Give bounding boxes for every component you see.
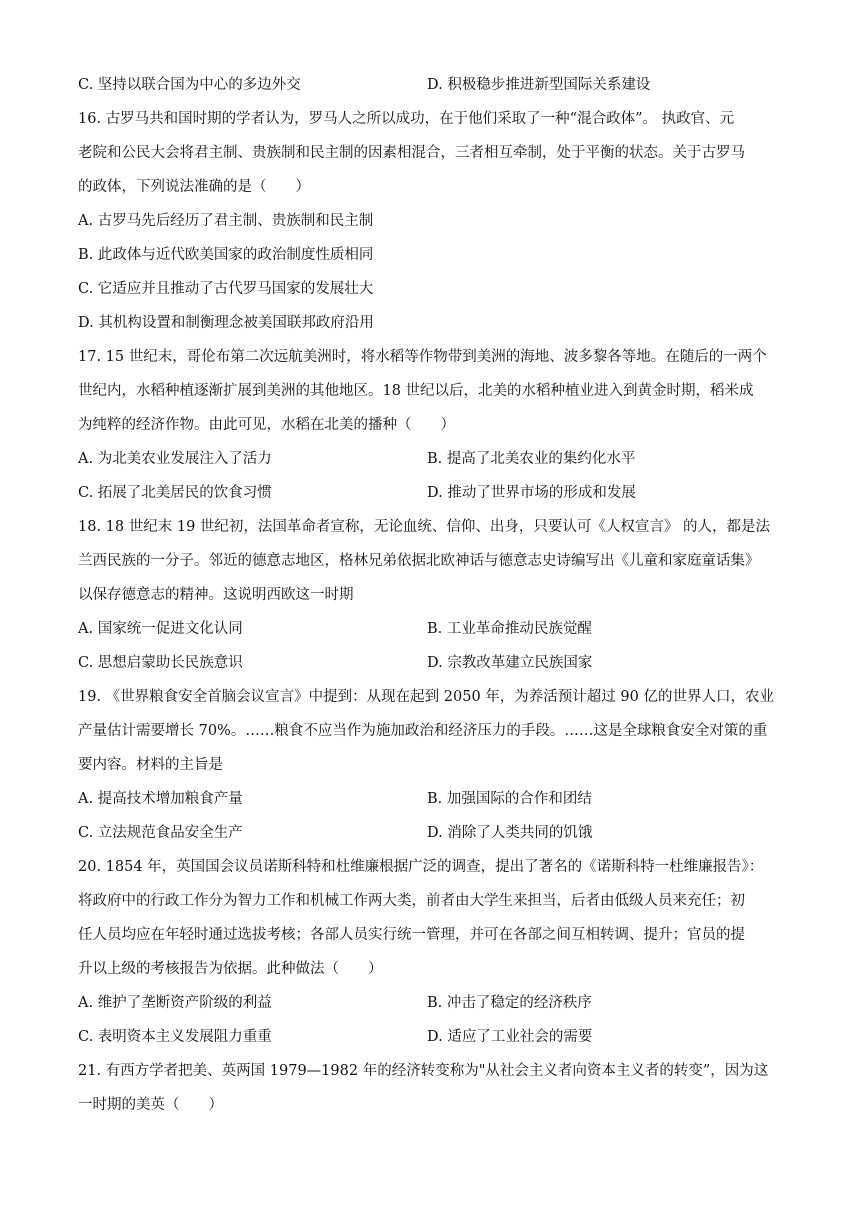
option-a: A. 国家统一促进文化认同	[78, 621, 243, 637]
option-c: C. 拓展了北美居民的饮食习惯	[78, 485, 272, 501]
option-b: B. 工业革命推动民族觉醒	[427, 621, 592, 637]
option-a: A. 为北美农业发展注入了活力	[78, 451, 272, 467]
options-row	[78, 442, 782, 476]
question-stem-line: 17. 15 世纪末，哥伦布第二次远航美洲时，将水稻等作物带到美洲的海地、波多黎各等地。在随后的一两个	[78, 349, 767, 365]
question-stem-line: 的政体，下列说法准确的是（ ）	[78, 179, 310, 195]
option-c: C. 它适应并且推动了古代罗马国家的发展壮大	[78, 281, 374, 297]
option-d: D. 积极稳步推进新型国际关系建设	[427, 77, 651, 93]
question-17	[78, 340, 782, 510]
question-stem-line: 兰西民族的一分子。邻近的德意志地区，格林兄弟依据北欧神话与德意志史诗编写出《儿童和家庭童话集》	[78, 553, 760, 569]
question-21	[78, 1054, 782, 1122]
question-stem-line: 一时期的美英（ ）	[78, 1097, 223, 1113]
options-row	[78, 476, 782, 510]
option-a: A. 提高技术增加粮食产量	[78, 791, 243, 807]
question-stem-line: 21. 有西方学者把美、英两国 1979—1982 年的经济转变称为"从社会主义者向资本主义者的转变”，因为这	[78, 1063, 769, 1079]
options-row	[78, 612, 782, 646]
option-a: A. 古罗马先后经历了君主制、贵族制和民主制	[78, 213, 374, 229]
option-c: C. 立法规范食品安全生产	[78, 825, 243, 841]
option-d: D. 消除了人类共同的饥饿	[427, 825, 593, 841]
question-stem-line: 产量估计需要增长 70%。……粮食不应当作为施加政治和经济压力的手段。……这是全球粮食安全对策的重	[78, 723, 768, 739]
exam-page	[78, 68, 782, 1122]
options-row	[78, 986, 782, 1020]
option-d: D. 其机构设置和制衡理念被美国联邦政府沿用	[78, 315, 374, 331]
question-19	[78, 680, 782, 850]
question-stem-line: 将政府中的行政工作分为智力工作和机械工作两大类，前者由大学生来担当，后者由低级人员来充任；初	[78, 893, 745, 909]
options-row	[78, 1020, 782, 1054]
question-stem-line: 世纪内，水稻种植逐渐扩展到美洲的其他地区。18 世纪以后，北美的水稻种植业进入到黄金时期，稻米成	[78, 383, 754, 399]
options-row	[78, 646, 782, 680]
question-18	[78, 510, 782, 680]
option-a: A. 维护了垄断资产阶级的利益	[78, 995, 272, 1011]
option-d: D. 适应了工业社会的需要	[427, 1029, 593, 1045]
option-d: D. 推动了世界市场的形成和发展	[427, 485, 636, 501]
question-stem-line: 老院和公民大会将君主制、贵族制和民主制的因素相混合，三者相互牵制，处于平衡的状态。关于古罗马	[78, 145, 745, 161]
option-b: B. 提高了北美农业的集约化水平	[427, 451, 636, 467]
option-b: B. 冲击了稳定的经济秩序	[427, 995, 592, 1011]
question-stem-line: 为纯粹的经济作物。由此可见，水稻在北美的播种（ ）	[78, 417, 455, 433]
option-b: B. 此政体与近代欧美国家的政治制度性质相同	[78, 247, 374, 263]
question-stem-line: 18. 18 世纪末 19 世纪初，法国革命者宣称，无论血统、信仰、出身，只要认可《人权宣言》 的人，都是法	[78, 519, 771, 535]
question-stem-line: 升以上级的考核报告为依据。此种做法（ ）	[78, 961, 383, 977]
option-c: C. 坚持以联合国为中心的多边外交	[78, 77, 301, 93]
question-stem-line: 20. 1854 年，英国国会议员诺斯科特和杜维廉根据广泛的调查，提出了著名的《诺斯科特一杜维廉报告》：	[78, 859, 764, 875]
option-c: C. 表明资本主义发展阻力重重	[78, 1029, 272, 1045]
prev-question-options	[78, 68, 782, 102]
options-row	[78, 782, 782, 816]
options-row	[78, 816, 782, 850]
question-stem-line: 以保存德意志的精神。这说明西欧这一时期	[78, 587, 354, 603]
question-20	[78, 850, 782, 1054]
option-d: D. 宗教改革建立民族国家	[427, 655, 593, 671]
question-stem-line: 任人员均应在年轻时通过选拔考核；各部人员实行统一管理，并可在各部之间互相转调、提升；官员的提	[78, 927, 745, 943]
question-16	[78, 102, 782, 340]
option-b: B. 加强国际的合作和团结	[427, 791, 592, 807]
question-stem-line: 16. 古罗马共和国时期的学者认为，罗马人之所以成功，在于他们采取了一种“混合政体”。 执政官、元	[78, 111, 735, 127]
question-stem-line: 要内容。材料的主旨是	[78, 757, 223, 773]
option-c: C. 思想启蒙助长民族意识	[78, 655, 243, 671]
question-stem-line: 19. 《世界粮食安全首脑会议宣言》中提到：从现在起到 2050 年，为养活预计超过 90 亿的世界人口，农业	[78, 689, 774, 705]
